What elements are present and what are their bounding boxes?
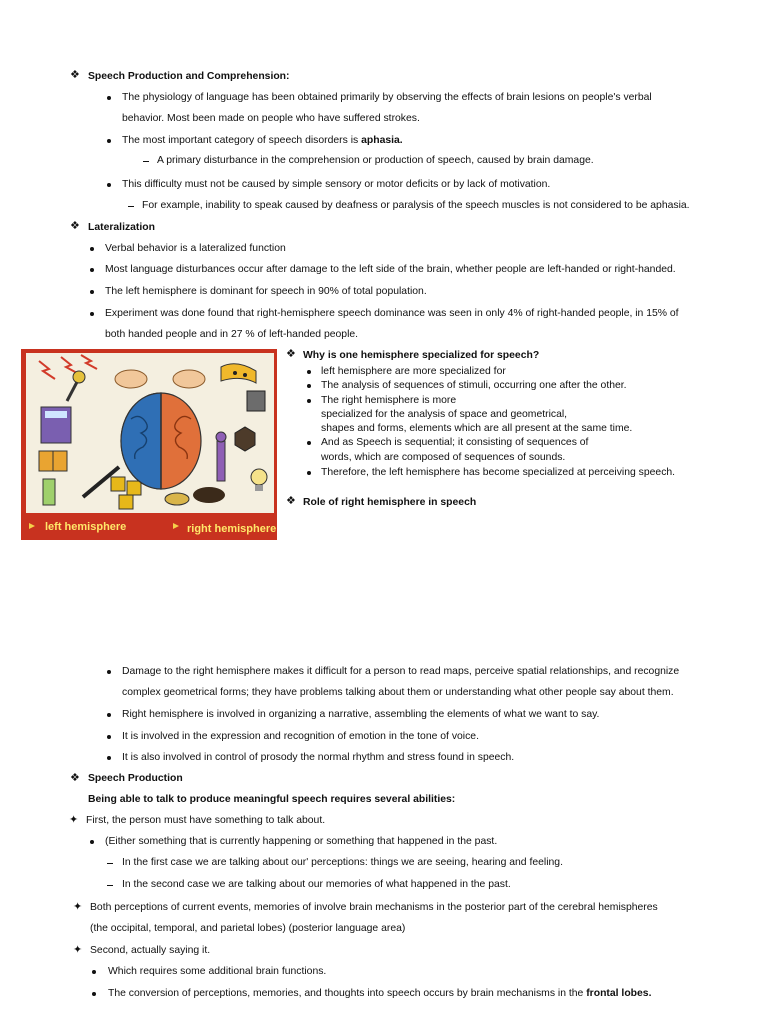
microphone-icon	[73, 371, 85, 383]
puzzle-icon	[119, 495, 133, 509]
paragraph-line: Therefore, the left hemisphere has become specialized at perceiving speech.	[321, 467, 676, 478]
art-icon	[217, 441, 225, 481]
music-note	[233, 371, 237, 375]
bullet-icon	[107, 735, 111, 739]
bullet-icon	[307, 384, 311, 388]
shoe-icon	[165, 493, 189, 505]
paragraph-line: (Either something that is currently happening or something that happened in the past.	[105, 836, 498, 847]
bullet-icon	[92, 970, 96, 974]
paragraph-line: left hemisphere are more specialized for	[321, 366, 506, 377]
paragraph-line: In the first case we are talking about our' perceptions: things we are seeing, hearing and feeling.	[122, 857, 563, 868]
arrow-icon	[173, 523, 179, 529]
paragraph-line: behavior. Most been made on people who have suffered strokes.	[122, 113, 420, 124]
paragraph-line: Both perceptions of current events, memories of involve brain mechanisms in the posterior part of the cerebral hemispheres	[90, 902, 658, 913]
paragraph-line: words, which are composed of sequences of sounds.	[321, 452, 566, 463]
light-bulb-base	[255, 485, 263, 491]
paragraph-line	[122, 135, 403, 146]
subheading-abilities: Being able to talk to produce meaningful speech requires several abilities:	[88, 794, 456, 805]
bullet-icon	[107, 183, 111, 187]
paragraph-line	[108, 988, 651, 999]
paragraph-line: For example, inability to speak caused by deafness or paralysis of the speech muscles is not considered to be aphasia.	[142, 200, 690, 211]
hat-icon	[193, 487, 225, 503]
paragraph-line: Right hemisphere is involved in organizing a narrative, assembling the elements of what we want to say.	[122, 709, 600, 720]
diamond-bullet-icon: ❖	[286, 495, 296, 507]
paragraph-line: It is involved in the expression and recognition of emotion in the tone of voice.	[122, 731, 479, 742]
bullet-icon	[107, 713, 111, 717]
right-hand-icon	[115, 370, 147, 388]
bullet-icon	[107, 96, 111, 100]
bullet-icon	[107, 670, 111, 674]
paragraph-line: The left hemisphere is dominant for speech in 90% of total population.	[105, 286, 427, 297]
paragraph-line: And as Speech is sequential; it consisting of sequences of	[321, 437, 589, 448]
paragraph-line: In the second case we are talking about our memories of what happened in the past.	[122, 879, 511, 890]
music-note	[243, 373, 247, 377]
left-hemisphere-caption: left hemisphere	[45, 521, 127, 533]
heading-speech-production-comprehension: Speech Production and Comprehension:	[88, 71, 290, 82]
puzzle-icon	[127, 481, 141, 495]
bullet-icon	[90, 840, 94, 844]
bullet-icon	[307, 370, 311, 374]
heading-role-right-hemisphere: Role of right hemisphere in speech	[303, 497, 477, 508]
diamond-bullet-icon: ❖	[70, 772, 80, 784]
bullet-icon	[90, 268, 94, 272]
bullet-icon	[90, 312, 94, 316]
paragraph-line: specialized for the analysis of space and geometrical,	[321, 409, 568, 420]
bullet-icon	[90, 290, 94, 294]
heading-why-hemisphere-specialized: Why is one hemisphere specialized for speech?	[303, 350, 540, 361]
text-run: The conversion of perceptions, memories, and thoughts into speech occurs by brain mechanisms in the	[108, 988, 587, 999]
illustration-svg	[21, 349, 277, 540]
dash-icon	[128, 206, 134, 207]
paragraph-line: The physiology of language has been obtained primarily by observing the effects of brain lesions on people's verbal	[122, 92, 652, 103]
bullet-icon	[307, 471, 311, 475]
paragraph-line: Experiment was done found that right-hemisphere speech dominance was seen in only 4% of right-handed people, in 15% of	[105, 308, 679, 319]
art-icon-head	[216, 432, 226, 442]
paragraph-line: Most language disturbances occur after damage to the left side of the brain, whether people are left-handed or right-handed.	[105, 264, 676, 275]
dash-icon	[107, 863, 113, 864]
four-point-star-icon: ✦	[69, 814, 79, 826]
science-icon	[43, 479, 55, 505]
paragraph-line: both handed people and in 27 % of left-handed people.	[105, 329, 359, 340]
diamond-bullet-icon: ❖	[70, 220, 80, 232]
paragraph-line: First, the person must have something to talk about.	[86, 815, 326, 826]
dash-icon	[107, 885, 113, 886]
bold-term-frontal-lobes: frontal lobes.	[586, 988, 652, 999]
text-run: The most important category of speech disorders is	[122, 135, 362, 146]
heading-speech-production: Speech Production	[88, 773, 183, 784]
bullet-icon	[107, 756, 111, 760]
bullet-icon	[90, 247, 94, 251]
paragraph-line: (the occipital, temporal, and parietal lobes) (posterior language area)	[90, 923, 406, 934]
cube-icon	[247, 391, 265, 411]
four-point-star-icon: ✦	[73, 901, 83, 913]
hemisphere-illustration	[21, 349, 277, 540]
heading-lateralization: Lateralization	[88, 222, 155, 233]
four-point-star-icon: ✦	[73, 944, 83, 956]
paragraph-line: It is also involved in control of prosody the normal rhythm and stress found in speech.	[122, 752, 515, 763]
light-bulb-icon	[251, 469, 267, 485]
paragraph-line: Second, actually saying it.	[90, 945, 211, 956]
paragraph-line: The analysis of sequences of stimuli, occurring one after the other.	[321, 380, 627, 391]
left-hand-icon	[173, 370, 205, 388]
calculator-screen	[45, 411, 67, 418]
paragraph-line: Verbal behavior is a lateralized function	[105, 243, 286, 254]
paragraph-line: Damage to the right hemisphere makes it difficult for a person to read maps, perceive spatial relationships, and recognize	[122, 666, 680, 677]
diamond-bullet-icon: ❖	[70, 69, 80, 81]
bullet-icon	[307, 399, 311, 403]
paragraph-line: shapes and forms, elements which are all present at the same time.	[321, 423, 633, 434]
paragraph-line: complex geometrical forms; they have problems talking about them or understanding what other people say about them.	[122, 687, 674, 698]
paragraph-line: Which requires some additional brain functions.	[108, 966, 327, 977]
diamond-bullet-icon: ❖	[286, 348, 296, 360]
bold-term-aphasia: aphasia.	[361, 135, 403, 146]
bullet-icon	[307, 441, 311, 445]
dash-icon	[143, 161, 149, 162]
bullet-icon	[107, 139, 111, 143]
right-hemisphere-caption: right hemisphere	[187, 523, 277, 535]
paragraph-line: This difficulty must not be caused by simple sensory or motor deficits or by lack of motivation.	[122, 179, 551, 190]
arrow-icon	[29, 523, 35, 529]
paragraph-line: A primary disturbance in the comprehension or production of speech, caused by brain damage.	[157, 155, 594, 166]
paragraph-line: The right hemisphere is more	[321, 395, 457, 406]
bullet-icon	[92, 992, 96, 996]
puzzle-icon	[111, 477, 125, 491]
